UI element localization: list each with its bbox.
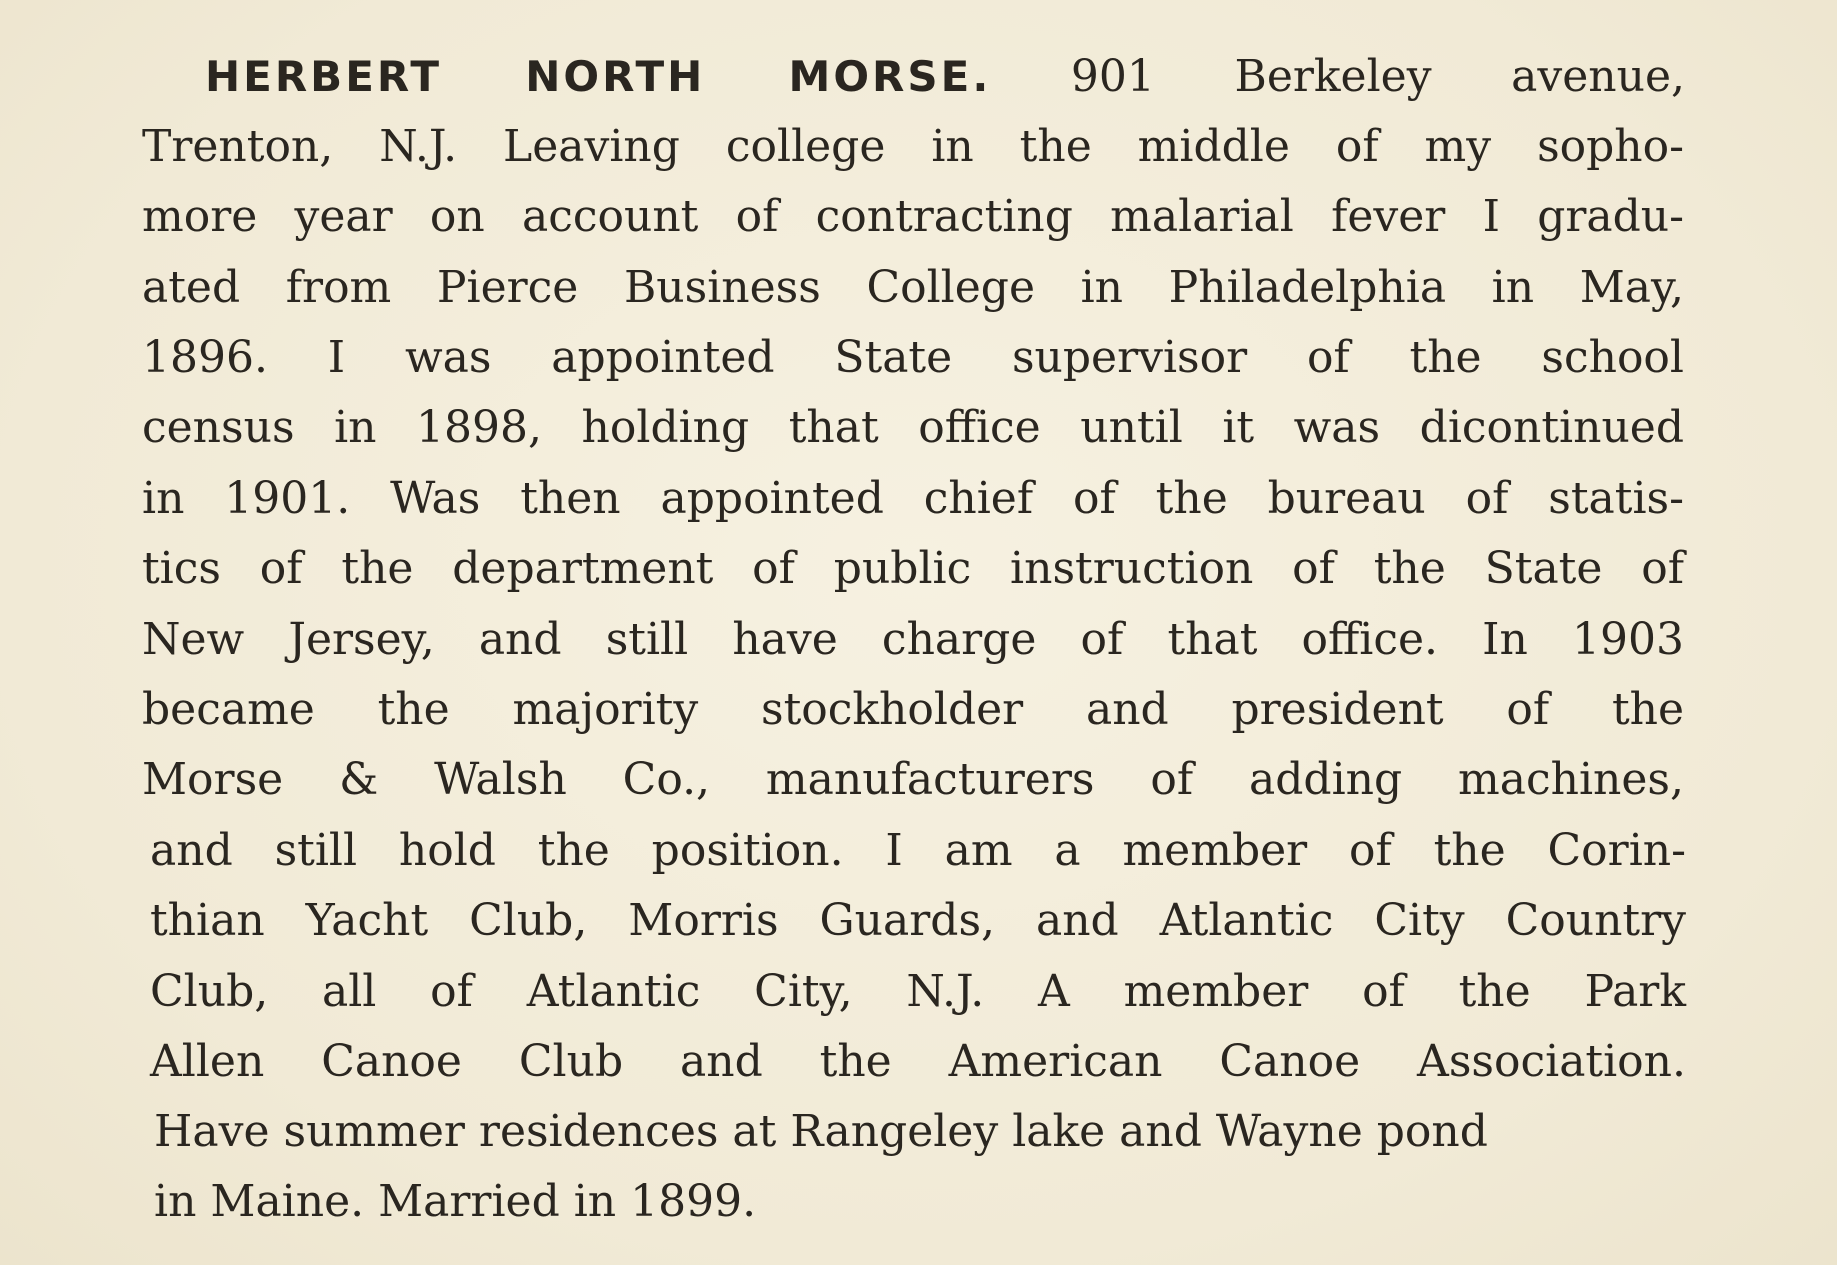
text-line-10: became the majority stockholder and president of the bbox=[142, 684, 1684, 735]
text-line-14: Club, all of Atlantic City, N.J. A member of the Park bbox=[150, 966, 1686, 1017]
entry-name: HERBERT NORTH MORSE. bbox=[205, 52, 992, 101]
text-line-6: census in 1898, holding that office until it was dicontinued bbox=[142, 402, 1684, 453]
text-line-17: in Maine. Married in 1899. bbox=[154, 1176, 757, 1227]
text-line-13: thian Yacht Club, Morris Guards, and Atlantic City Country bbox=[150, 895, 1686, 946]
text-line-2: Trenton, N.J. Leaving college in the middle of my sopho- bbox=[142, 121, 1684, 172]
text-line-7: in 1901. Was then appointed chief of the bureau of statis- bbox=[142, 473, 1684, 524]
text-line-12: and still hold the position. I am a member of the Corin- bbox=[150, 825, 1686, 876]
text-line-16: Have summer residences at Rangeley lake and Wayne pond bbox=[154, 1106, 1488, 1157]
text-line-4: ated from Pierce Business College in Philadelphia in May, bbox=[142, 262, 1684, 313]
text-line-8: tics of the department of public instruction of the State of bbox=[142, 543, 1684, 594]
text-line-15: Allen Canoe Club and the American Canoe Association. bbox=[150, 1036, 1686, 1087]
address-text: 901 Berkeley avenue, bbox=[1070, 51, 1685, 102]
text-line-11: Morse & Walsh Co., manufacturers of adding machines, bbox=[142, 754, 1684, 805]
text-line-1 bbox=[205, 42, 1685, 112]
text-line-3: more year on account of contracting malarial fever I gradu- bbox=[142, 191, 1684, 242]
text-line-5: 1896. I was appointed State supervisor of the school bbox=[142, 332, 1684, 383]
text-line-9: New Jersey, and still have charge of that office. In 1903 bbox=[142, 614, 1684, 665]
